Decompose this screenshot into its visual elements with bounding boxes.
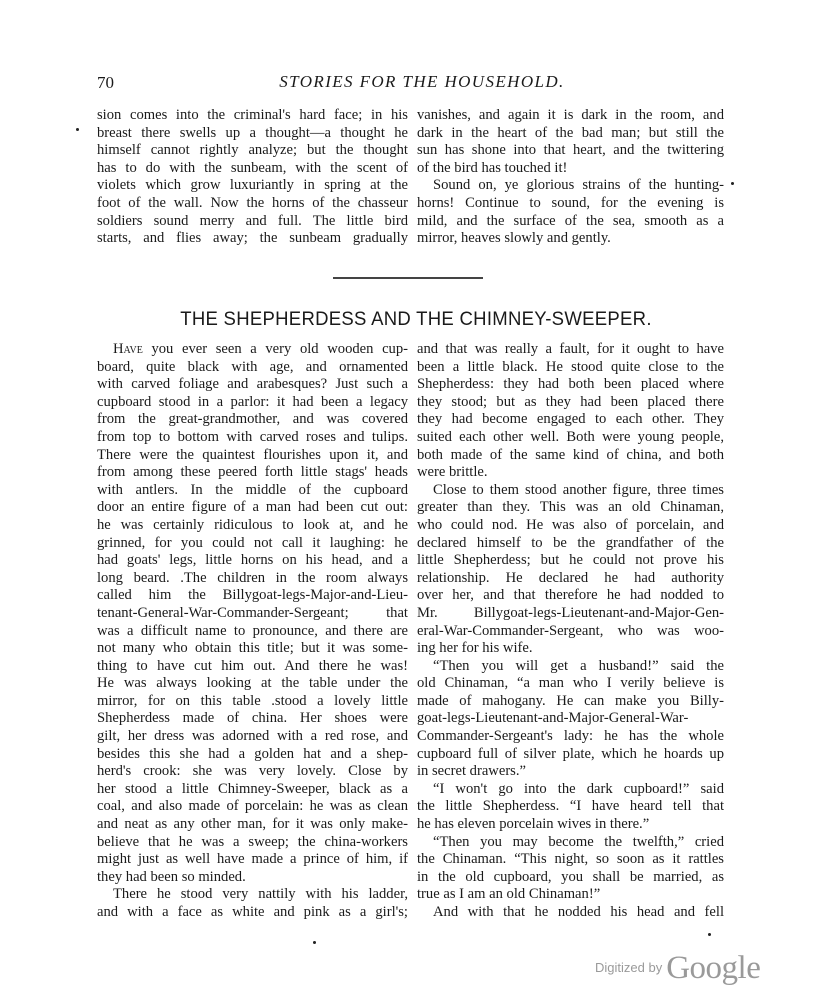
text-line: cupboard stood in a parlor: it had been a legacy (97, 393, 408, 410)
text-line: little Shepherdess; but he could not prove his (417, 552, 724, 569)
text-line: suited each other well. Both were young people, (417, 428, 724, 445)
scan-speck (708, 933, 711, 936)
text-line: made of mahogany. He can make you Billy- (417, 692, 724, 709)
text-line: “I won't go into the dark cupboard!” said (433, 780, 724, 797)
text-line: besides this she had a golden hat and a shep- (97, 745, 408, 762)
text-line: mirror, for on this table .stood a lovely little (97, 692, 408, 709)
text-line: been a little black. He stood quite close to the (417, 358, 724, 375)
text-line: believe that he was a sweep; the china-workers (97, 833, 408, 850)
text-line: eral-War-Commander-Sergeant, who was woo- (417, 622, 724, 639)
previous-story-left-column (97, 107, 408, 248)
text-line: Shepherdess: they had both been placed where (417, 376, 724, 393)
text-line: gilt, her dress was adorned with a red rose, and (97, 728, 408, 745)
text-line: he has eleven porcelain wives in there.” (417, 816, 650, 833)
text-line: himself cannot rightly analyze; but the thought (97, 142, 408, 159)
text-line: and with a face as white and pink as a girl's; (97, 904, 408, 920)
text-line: ing her for his wife. (417, 640, 533, 657)
text-line: horns! Continue to sound, for the evening is (417, 194, 724, 211)
text-line: with carved foliage and arabesques? Just such a (97, 376, 408, 393)
text-line: the Chinaman. “This night, so soon as it rattles (417, 851, 724, 868)
text-line: from top to bottom with carved roses and tulips. (97, 428, 408, 445)
scan-speck (313, 941, 316, 944)
text-line: he was certainly ridiculous to look at, and he (97, 516, 408, 533)
text-line: mild, and the surface of the sea, smooth as a (417, 212, 724, 229)
text-line: He was always looking at the table under the (97, 675, 408, 692)
text-line: both made of the same kind of china, and both (417, 446, 724, 463)
text-line: soldiers sound merry and full. The little bird (97, 212, 408, 229)
text-line: has to do with the sunbeam, with the scent of (97, 159, 408, 176)
text-line: Sound on, ye glorious strains of the hunting- (433, 177, 724, 194)
text-line: cupboard full of silver plate, which he hoards up (417, 745, 724, 762)
text-line: they had been so minded. (97, 868, 246, 885)
text-line: declared himself to be the grandfather of the (417, 534, 724, 551)
text-line: from the great-grandmother, and was covered (97, 411, 408, 428)
text-line: grinned, for you could not call it laughing: he (97, 534, 408, 551)
text-line: thing to have cut him out. And there he was! (97, 657, 408, 674)
story-left-column (97, 341, 408, 922)
text-line: in the old cupboard, you shall be married, as (417, 868, 724, 885)
google-logo: Google (666, 950, 761, 986)
drop-word: Have (113, 341, 143, 357)
text-line: foot of the wall. Now the horns of the chasseur (97, 194, 408, 211)
text-line: relationship. He declared he had authority (417, 569, 724, 586)
text-line: There he stood very nattily with his ladder, (113, 886, 408, 903)
watermark-prefix: Digitized by (595, 960, 663, 975)
previous-story-right-column (417, 107, 724, 248)
text-line: breast there swells up a thought—a thought he (97, 124, 408, 141)
text-line: and neat as any other man, for it was only make- (97, 816, 408, 833)
text-line: board, quite black with age, and ornamented (97, 358, 408, 375)
text-line: were brittle. (417, 464, 488, 481)
text-line: not many who obtain this title; but it was some- (97, 640, 408, 657)
scan-speck (76, 128, 79, 131)
scan-speck (731, 182, 734, 185)
text-line: the little Shepherdess. “I have heard tell that (417, 798, 724, 815)
text-line: mirror, heaves slowly and gently. (417, 230, 611, 247)
text-line: sun has shone into that heart, and the twittering (417, 142, 724, 159)
text-line: and that was really a fault, for it ought to have (417, 341, 724, 357)
text-line: door an entire figure of a man had been cut out: (97, 499, 408, 516)
text-line: they had become engaged to each other. They (417, 411, 724, 428)
text-line: they stood; but as they had been placed there (417, 393, 724, 410)
page-number: 70 (97, 73, 114, 92)
text-line: in secret drawers.” (417, 763, 526, 780)
text-line: from among these peered forth little stags' heads (97, 464, 408, 481)
text-line: Have you ever seen a very old wooden cup- (113, 341, 408, 357)
digitized-by-watermark (595, 950, 760, 987)
running-head: STORIES FOR THE HOUSEHOLD. (279, 72, 565, 91)
text-line: dark in the heart of the bad man; but still the (417, 124, 724, 141)
story-right-column (417, 341, 724, 922)
text-line: Commander-Sergeant's lady: he has the whole (417, 728, 724, 745)
text-line: of the bird has touched it! (417, 159, 568, 176)
text-line: Shepherdess made of china. Her shoes were (97, 710, 408, 727)
text-line: true as I am an old Chinaman!” (417, 886, 601, 903)
text-line: “Then you may become the twelfth,” cried (433, 833, 724, 850)
text-line: her stood a little Chimney-Sweeper, black as a (97, 780, 408, 797)
text-line: might just as well have made a prince of him, if (97, 851, 408, 868)
text-line: sion comes into the criminal's hard face; in his (97, 107, 408, 123)
text-line: greater than they. This was an old Chinaman, (417, 499, 724, 516)
text-line: “Then you will get a husband!” said the (433, 657, 724, 674)
text-line: over her, and that therefore he had nodded to (417, 587, 724, 604)
text-line: long beard. .The children in the room always (97, 569, 408, 586)
text-line: tenant-General-War-Commander-Sergeant; that (97, 604, 408, 621)
text-line: starts, and flies away; the sunbeam gradually (97, 230, 408, 247)
text-line: And with that he nodded his head and fell (433, 904, 724, 920)
text-line: herd's crook: she was very lovely. Close by (97, 763, 408, 780)
text-line: who could nod. He was also of porcelain, and (417, 516, 724, 533)
text-line: violets which grow luxuriantly in spring at the (97, 177, 408, 194)
text-line: was a difficult name to pronounce, and there are (97, 622, 408, 639)
text-line: coal, and also made of porcelain: he was as clean (97, 798, 408, 815)
text-line: goat-legs-Lieutenant-and-Major-General-War- (417, 710, 689, 727)
text-line: had goats' legs, little horns on his head, and a (97, 552, 408, 569)
story-title: THE SHEPHERDESS AND THE CHIMNEY-SWEEPER. (180, 308, 652, 330)
text-line: Mr. Billygoat-legs-Lieutenant-and-Major-Gen- (417, 604, 724, 621)
text-line: Close to them stood another figure, three times (433, 481, 724, 498)
section-divider-rule (333, 277, 483, 279)
text-line: called him the Billygoat-legs-Major-and-Lieu- (97, 587, 408, 604)
text-line: with antlers. In the middle of the cupboard (97, 481, 408, 498)
text-line: There were the quaintest flourishes upon it, and (97, 446, 408, 463)
text-line: vanishes, and again it is dark in the room, and (417, 107, 724, 123)
text-line: old Chinaman, “a man who I verily believe is (417, 675, 724, 692)
